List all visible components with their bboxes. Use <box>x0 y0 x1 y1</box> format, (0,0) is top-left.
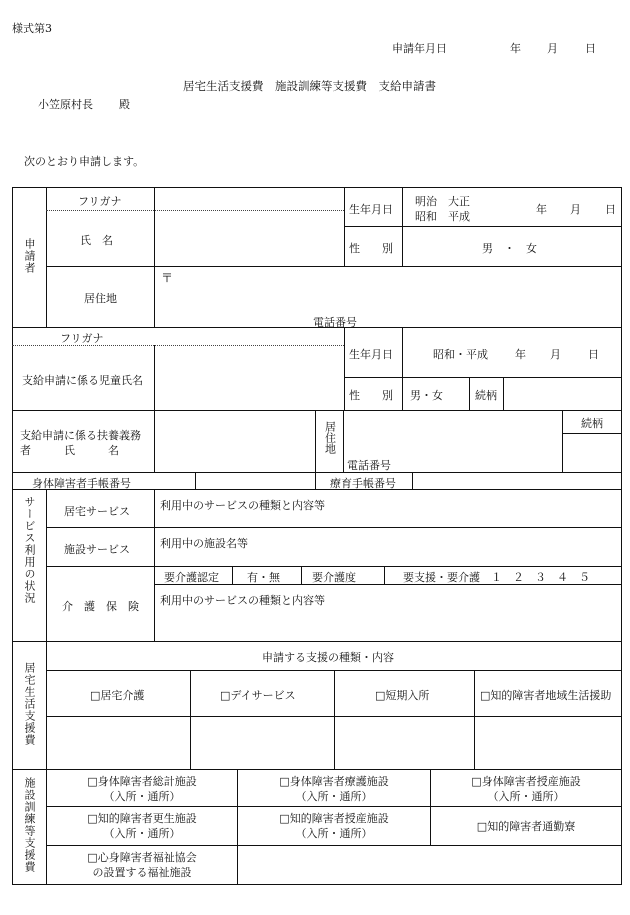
applicant-birth-year: 年 <box>536 203 547 216</box>
applicant-gender-label: 性 別 <box>349 242 393 255</box>
guardian-name-label-line2: 者 氏 名 <box>20 444 119 457</box>
applicant-furigana-field[interactable] <box>155 188 344 210</box>
date-day: 日 <box>585 42 596 55</box>
child-relation-label: 続柄 <box>475 389 497 402</box>
application-date-label: 申請年月日 <box>392 42 447 55</box>
postal-mark: 〒 <box>161 271 174 285</box>
applicant-birth-month: 月 <box>570 203 581 216</box>
applicant-address-label: 居住地 <box>84 292 117 305</box>
child-birth-month: 月 <box>550 348 561 361</box>
service-status-section-label: サービス利用の状況 <box>23 496 36 604</box>
home-support-header: 申請する支援の種類・内容 <box>262 651 394 664</box>
child-gender-options[interactable]: 男・女 <box>410 389 443 402</box>
option-short-stay[interactable]: □短期入所 <box>375 689 430 702</box>
care-insurance-label: 介 護 保 険 <box>62 600 139 613</box>
child-gender-label: 性 別 <box>349 389 393 402</box>
home-service-desc: 利用中のサービスの種類と内容等 <box>160 499 325 512</box>
applicant-name-field[interactable] <box>155 211 344 266</box>
document-title: 居宅生活支援費 施設訓練等支援費 支給申請書 <box>183 79 436 93</box>
home-support-section-label: 居宅生活支援費 <box>23 662 36 746</box>
guardian-name-label-line1: 支給申請に係る扶養義務 <box>20 429 141 442</box>
home-service-label: 居宅サービス <box>64 505 130 518</box>
facility-option-commuter-dorm[interactable]: □知的障害者通勤寮 <box>476 820 576 833</box>
form-number: 様式第3 <box>12 22 52 35</box>
guardian-residence-label: 居住地 <box>323 421 337 454</box>
child-birth-year: 年 <box>515 348 526 361</box>
facility-service-label: 施設サービス <box>64 543 130 556</box>
applicant-era-line1: 明治 大正 <box>415 195 470 208</box>
child-furigana-label: フリガナ <box>60 332 104 345</box>
care-level-options[interactable]: 要支援・要介護 １ ２ ３ ４ ５ <box>403 571 590 584</box>
applicant-name-label: 氏 名 <box>80 234 113 247</box>
guardian-relation-label: 続柄 <box>581 417 603 430</box>
care-level-label: 要介護度 <box>312 571 356 584</box>
guardian-name-field[interactable] <box>155 411 315 472</box>
child-birthdate-label: 生年月日 <box>349 348 393 361</box>
applicant-era-line2: 昭和 平成 <box>415 210 470 223</box>
facility-option-physical-workshop[interactable]: □身体障害者授産施設 （入所・通所） <box>471 775 581 803</box>
applicant-section-label: 申請者 <box>23 238 36 274</box>
facility-option-physical-nursing[interactable]: □身体障害者療護施設 （入所・通所） <box>279 775 389 803</box>
applicant-birth-day: 日 <box>605 203 616 216</box>
facility-option-physical-rehab[interactable]: □身体障害者総計施設 （入所・通所） <box>87 775 197 803</box>
care-service-desc: 利用中のサービスの種類と内容等 <box>160 594 325 607</box>
date-year: 年 <box>510 42 521 55</box>
applicant-gender-options[interactable]: 男 ・ 女 <box>482 242 537 255</box>
applicant-phone-label: 電話番号 <box>313 316 357 329</box>
facility-option-intellectual-workshop[interactable]: □知的障害者授産施設 （入所・通所） <box>279 812 389 840</box>
child-birth-day: 日 <box>588 348 599 361</box>
intro-text: 次のとおり申請します。 <box>24 155 145 168</box>
facility-option-intellectual-rehab[interactable]: □知的障害者更生施設 （入所・通所） <box>87 812 197 840</box>
honorific: 殿 <box>119 98 130 111</box>
option-day-service[interactable]: □デイサービス <box>220 689 296 702</box>
addressee: 小笠原村長 <box>38 98 93 111</box>
applicant-furigana-label: フリガナ <box>78 195 122 208</box>
option-home-care[interactable]: □居宅介護 <box>90 689 145 702</box>
facility-option-welfare-association[interactable]: □心身障害者福祉協会 の設置する福祉施設 <box>87 851 197 879</box>
child-name-label: 支給申請に係る児童氏名 <box>22 374 143 387</box>
facility-support-section-label: 施設訓練等支援費 <box>23 777 36 873</box>
child-name-field[interactable] <box>155 346 344 410</box>
rehab-handbook-field[interactable] <box>413 473 621 489</box>
option-group-home[interactable]: □知的障害者地域生活援助 <box>480 689 612 702</box>
rehab-handbook-label: 療育手帳番号 <box>330 477 396 490</box>
physical-handbook-field[interactable] <box>196 473 315 489</box>
care-cert-label: 要介護認定 <box>164 571 219 584</box>
care-cert-options[interactable]: 有・無 <box>247 571 280 584</box>
applicant-birthdate-label: 生年月日 <box>349 203 393 216</box>
physical-handbook-label: 身体障害者手帳番号 <box>32 477 131 490</box>
guardian-address-field[interactable] <box>344 411 562 472</box>
date-month: 月 <box>547 42 558 55</box>
facility-service-desc: 利用中の施設名等 <box>160 537 248 550</box>
child-era: 昭和・平成 <box>433 348 488 361</box>
guardian-phone-label: 電話番号 <box>347 459 391 472</box>
applicant-address-field[interactable] <box>155 267 621 327</box>
